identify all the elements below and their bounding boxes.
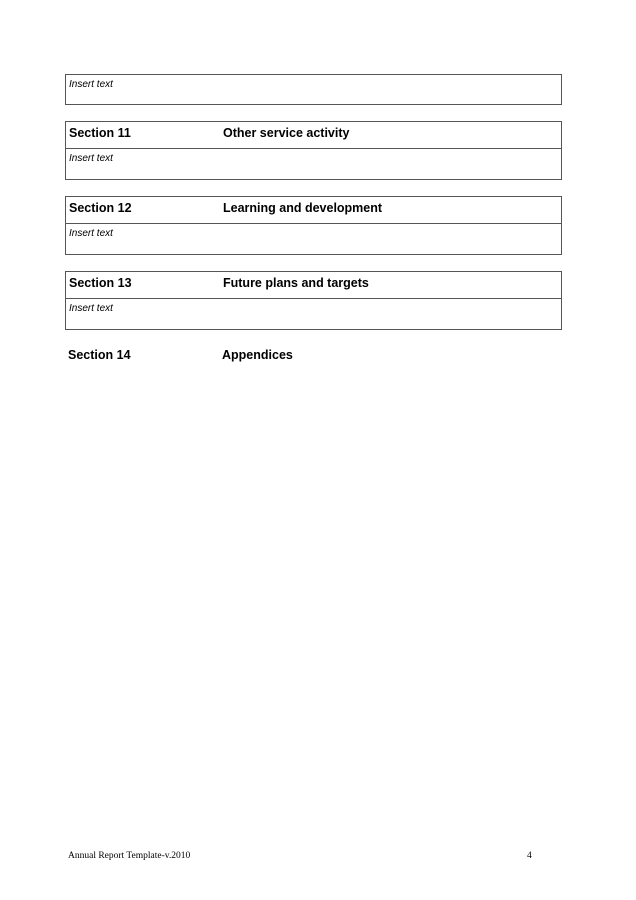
section-title: Appendices <box>222 348 293 362</box>
section-13-header <box>66 272 561 299</box>
placeholder-text: Insert text <box>69 303 113 314</box>
placeholder-text: Insert text <box>69 79 113 90</box>
section-13-box <box>65 271 562 330</box>
section-12-insert-area[interactable] <box>66 224 561 254</box>
footer-page-number: 4 <box>527 851 532 861</box>
section-11-insert-area[interactable] <box>66 149 561 179</box>
insert-text-box[interactable] <box>65 74 562 105</box>
section-12-box <box>65 196 562 255</box>
section-title: Other service activity <box>223 126 350 140</box>
section-12-header <box>66 197 561 224</box>
section-label: Section 11 <box>69 126 131 140</box>
page-footer <box>0 851 636 865</box>
section-title: Future plans and targets <box>223 276 369 290</box>
section-14-row <box>68 348 293 362</box>
section-label: Section 12 <box>69 201 132 215</box>
placeholder-text: Insert text <box>69 228 113 239</box>
section-11-header <box>66 122 561 149</box>
placeholder-text: Insert text <box>69 153 113 164</box>
section-label: Section 13 <box>69 276 132 290</box>
section-title: Learning and development <box>223 201 383 215</box>
section-13-insert-area[interactable] <box>66 299 561 329</box>
section-11-box <box>65 121 562 180</box>
section-label: Section 14 <box>68 348 131 362</box>
footer-document-name: Annual Report Template-v.2010 <box>68 851 191 861</box>
